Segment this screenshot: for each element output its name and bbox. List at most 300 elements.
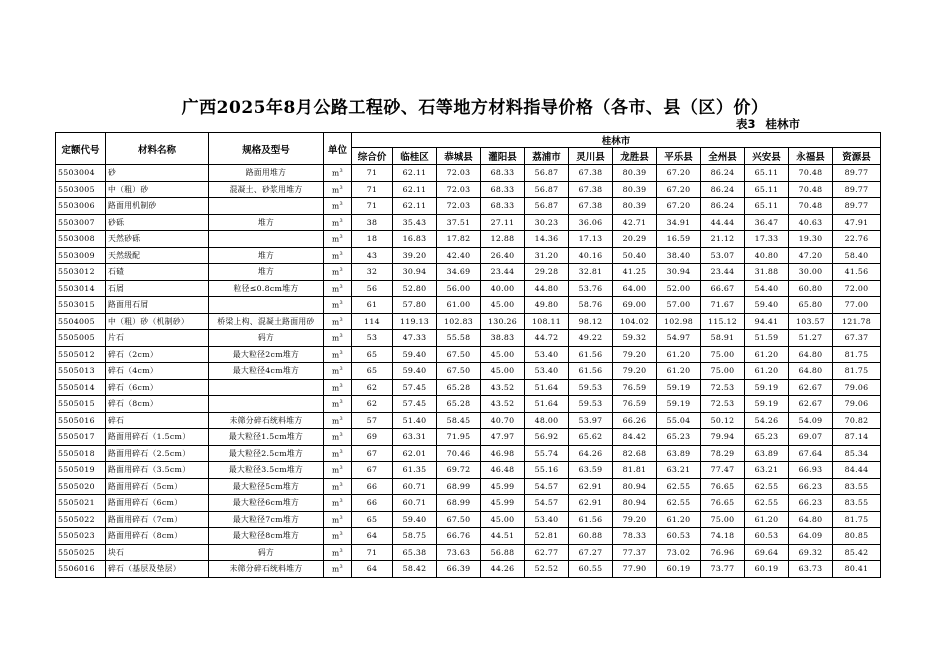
cell-unit (324, 247, 352, 264)
cell-code: 5503007 (56, 214, 106, 231)
cell-code: 5505012 (56, 346, 106, 363)
header-col: 灵川县 (569, 148, 613, 165)
table-number: 表3 (735, 117, 756, 131)
cell-price: 60.71 (393, 478, 437, 495)
cell-price: 78.33 (613, 528, 657, 545)
cell-unit (324, 379, 352, 396)
table-body (56, 165, 881, 578)
cell-code: 5505017 (56, 429, 106, 446)
cell-price: 56 (352, 280, 393, 297)
cell-price: 73.63 (437, 544, 481, 561)
table-row (56, 478, 881, 495)
cell-price: 67.38 (569, 181, 613, 198)
cell-code: 5505022 (56, 511, 106, 528)
cell-price: 72.53 (701, 379, 745, 396)
cell-price: 59.40 (745, 297, 789, 314)
cell-spec: 最大粒径2.5cm堆方 (209, 445, 324, 462)
unit-exponent: 3 (339, 267, 343, 273)
cell-price: 61.20 (657, 346, 701, 363)
cell-spec: 堆方 (209, 264, 324, 281)
cell-price: 61.20 (745, 511, 789, 528)
cell-unit (324, 280, 352, 297)
unit-exponent: 3 (339, 366, 343, 372)
cell-price: 81.81 (613, 462, 657, 479)
cell-price: 63.59 (569, 462, 613, 479)
cell-price: 54.40 (745, 280, 789, 297)
cell-price: 61.35 (393, 462, 437, 479)
cell-unit (324, 231, 352, 248)
header-col: 平乐县 (657, 148, 701, 165)
cell-code: 5505005 (56, 330, 106, 347)
cell-price: 56.87 (525, 165, 569, 182)
cell-price: 26.40 (481, 247, 525, 264)
table-row (56, 231, 881, 248)
cell-price: 85.34 (833, 445, 881, 462)
cell-name: 砂 (106, 165, 209, 182)
cell-price: 53.40 (525, 363, 569, 380)
cell-price: 62.01 (393, 445, 437, 462)
unit-exponent: 3 (339, 432, 343, 438)
cell-price: 89.77 (833, 165, 881, 182)
cell-price: 76.65 (701, 495, 745, 512)
cell-price: 76.96 (701, 544, 745, 561)
cell-name: 天然砂砾 (106, 231, 209, 248)
cell-price: 67.50 (437, 363, 481, 380)
cell-price: 34.91 (657, 214, 701, 231)
header-col: 综合价 (352, 148, 393, 165)
cell-price: 65.11 (745, 165, 789, 182)
cell-price: 59.19 (657, 396, 701, 413)
table-row (56, 412, 881, 429)
cell-unit (324, 396, 352, 413)
cell-price: 115.12 (701, 313, 745, 330)
cell-spec (209, 396, 324, 413)
table-row (56, 363, 881, 380)
cell-price: 51.40 (393, 412, 437, 429)
cell-price: 71.67 (701, 297, 745, 314)
table-row (56, 495, 881, 512)
cell-price: 67.64 (789, 445, 833, 462)
cell-unit (324, 363, 352, 380)
cell-price: 67.38 (569, 165, 613, 182)
cell-price: 53.40 (525, 346, 569, 363)
cell-code: 5503009 (56, 247, 106, 264)
cell-price: 62.11 (393, 165, 437, 182)
cell-price: 42.71 (613, 214, 657, 231)
cell-price: 104.02 (613, 313, 657, 330)
table-row (56, 429, 881, 446)
cell-name: 路面用碎石（1.5cm） (106, 429, 209, 446)
cell-price: 66.39 (437, 561, 481, 578)
cell-spec (209, 231, 324, 248)
cell-price: 54.57 (525, 495, 569, 512)
cell-unit (324, 462, 352, 479)
unit-base: m (332, 234, 340, 244)
table-row (56, 280, 881, 297)
cell-price: 66 (352, 478, 393, 495)
cell-price: 65.80 (789, 297, 833, 314)
header-col: 灌阳县 (481, 148, 525, 165)
unit-base: m (332, 399, 340, 409)
cell-price: 55.16 (525, 462, 569, 479)
cell-price: 57.00 (657, 297, 701, 314)
table-row (56, 462, 881, 479)
cell-price: 89.77 (833, 198, 881, 215)
cell-price: 71 (352, 165, 393, 182)
cell-price: 62.55 (657, 478, 701, 495)
cell-price: 14.36 (525, 231, 569, 248)
cell-name: 中（粗）砂（机制砂） (106, 313, 209, 330)
cell-price: 80.41 (833, 561, 881, 578)
cell-price: 82.68 (613, 445, 657, 462)
unit-base: m (332, 548, 340, 557)
cell-price: 81.75 (833, 363, 881, 380)
header-spec: 规格及型号 (209, 133, 324, 165)
cell-price: 59.19 (745, 396, 789, 413)
cell-price: 47.97 (481, 429, 525, 446)
cell-price: 62.67 (789, 396, 833, 413)
cell-price: 20.29 (613, 231, 657, 248)
header-unit: 单位 (324, 133, 352, 165)
cell-price: 62.91 (569, 478, 613, 495)
cell-price: 62.77 (525, 544, 569, 561)
cell-price: 67.27 (569, 544, 613, 561)
cell-price: 31.88 (745, 264, 789, 281)
cell-price: 70.48 (789, 165, 833, 182)
cell-name: 路面用石屑 (106, 297, 209, 314)
table-row (56, 445, 881, 462)
cell-price: 37.51 (437, 214, 481, 231)
cell-price: 57.45 (393, 379, 437, 396)
table-row (56, 313, 881, 330)
unit-base: m (332, 251, 340, 260)
cell-price: 67.20 (657, 198, 701, 215)
cell-price: 71.95 (437, 429, 481, 446)
cell-price: 61.20 (657, 511, 701, 528)
cell-price: 77.00 (833, 297, 881, 314)
cell-price: 71 (352, 198, 393, 215)
unit-base: m (332, 333, 340, 343)
cell-price: 94.41 (745, 313, 789, 330)
cell-price: 81.75 (833, 346, 881, 363)
cell-price: 47.91 (833, 214, 881, 231)
cell-price: 47.20 (789, 247, 833, 264)
cell-price: 65.11 (745, 198, 789, 215)
cell-code: 5505023 (56, 528, 106, 545)
cell-price: 35.43 (393, 214, 437, 231)
cell-price: 68.33 (481, 165, 525, 182)
cell-price: 52.00 (657, 280, 701, 297)
cell-unit (324, 528, 352, 545)
table-row (56, 544, 881, 561)
cell-price: 40.16 (569, 247, 613, 264)
cell-price: 69.07 (789, 429, 833, 446)
cell-price: 98.12 (569, 313, 613, 330)
cell-price: 65.11 (745, 181, 789, 198)
cell-price: 30.94 (657, 264, 701, 281)
unit-exponent: 3 (339, 481, 343, 488)
cell-price: 45.99 (481, 495, 525, 512)
cell-price: 65.28 (437, 396, 481, 413)
cell-price: 43 (352, 247, 393, 264)
cell-price: 46.98 (481, 445, 525, 462)
cell-price: 43.52 (481, 379, 525, 396)
cell-price: 50.12 (701, 412, 745, 429)
cell-price: 49.22 (569, 330, 613, 347)
cell-price: 80.39 (613, 181, 657, 198)
cell-spec: 路面用堆方 (209, 165, 324, 182)
cell-price: 17.13 (569, 231, 613, 248)
cell-code: 5505013 (56, 363, 106, 380)
cell-price: 51.64 (525, 396, 569, 413)
cell-unit (324, 313, 352, 330)
unit-exponent: 3 (339, 300, 343, 306)
cell-price: 64.00 (613, 280, 657, 297)
unit-base: m (332, 284, 340, 293)
unit-base: m (332, 317, 340, 326)
unit-base: m (332, 416, 340, 425)
cell-price: 60.55 (569, 561, 613, 578)
cell-unit (324, 445, 352, 462)
cell-price: 51.59 (745, 330, 789, 347)
unit-base: m (332, 482, 340, 491)
cell-price: 17.33 (745, 231, 789, 248)
cell-price: 61 (352, 297, 393, 314)
cell-spec: 最大粒径8cm堆方 (209, 528, 324, 545)
cell-price: 30.94 (393, 264, 437, 281)
unit-exponent: 3 (339, 283, 343, 290)
cell-price: 54.57 (525, 478, 569, 495)
cell-price: 40.70 (481, 412, 525, 429)
table-row (56, 297, 881, 314)
cell-price: 12.88 (481, 231, 525, 248)
unit-exponent: 3 (339, 316, 343, 323)
cell-price: 79.06 (833, 379, 881, 396)
cell-price: 59.19 (657, 379, 701, 396)
cell-price: 63.21 (745, 462, 789, 479)
header-col: 资源县 (833, 148, 881, 165)
cell-price: 58.40 (833, 247, 881, 264)
city-label: 桂林市 (765, 117, 800, 131)
cell-unit (324, 264, 352, 281)
cell-price: 68.33 (481, 181, 525, 198)
cell-spec: 堆方 (209, 247, 324, 264)
cell-price: 49.80 (525, 297, 569, 314)
cell-code: 5503012 (56, 264, 106, 281)
cell-price: 103.57 (789, 313, 833, 330)
cell-price: 79.06 (833, 396, 881, 413)
cell-code: 5505020 (56, 478, 106, 495)
cell-price: 31.20 (525, 247, 569, 264)
unit-base: m (332, 201, 340, 211)
cell-price: 17.82 (437, 231, 481, 248)
cell-price: 68.99 (437, 495, 481, 512)
unit-exponent: 3 (339, 514, 343, 521)
cell-price: 32.81 (569, 264, 613, 281)
cell-name: 石屑 (106, 280, 209, 297)
unit-exponent: 3 (339, 448, 343, 455)
cell-price: 72.03 (437, 181, 481, 198)
cell-name: 碎石（2cm） (106, 346, 209, 363)
cell-code: 5506016 (56, 561, 106, 578)
cell-price: 76.59 (613, 396, 657, 413)
cell-price: 130.26 (481, 313, 525, 330)
cell-spec: 最大粒径5cm堆方 (209, 478, 324, 495)
cell-spec: 堆方 (209, 214, 324, 231)
cell-name: 路面用机制砂 (106, 198, 209, 215)
cell-price: 63.31 (393, 429, 437, 446)
cell-price: 67.37 (833, 330, 881, 347)
cell-price: 77.47 (701, 462, 745, 479)
header-code: 定额代号 (56, 133, 106, 165)
cell-price: 41.25 (613, 264, 657, 281)
unit-exponent: 3 (339, 201, 343, 207)
cell-price: 30.00 (789, 264, 833, 281)
cell-price: 62.67 (789, 379, 833, 396)
cell-price: 87.14 (833, 429, 881, 446)
cell-price: 44.51 (481, 528, 525, 545)
cell-price: 79.94 (701, 429, 745, 446)
table-row (56, 264, 881, 281)
cell-price: 18 (352, 231, 393, 248)
cell-spec: 最大粒径2cm堆方 (209, 346, 324, 363)
cell-price: 80.94 (613, 478, 657, 495)
cell-price: 41.56 (833, 264, 881, 281)
cell-price: 44.26 (481, 561, 525, 578)
cell-price: 67.50 (437, 346, 481, 363)
unit-exponent: 3 (339, 531, 343, 537)
cell-price: 34.69 (437, 264, 481, 281)
cell-price: 71 (352, 544, 393, 561)
cell-spec: 最大粒径6cm堆方 (209, 495, 324, 512)
cell-price: 72.03 (437, 198, 481, 215)
cell-price: 62.55 (657, 495, 701, 512)
cell-price: 57.45 (393, 396, 437, 413)
cell-price: 86.24 (701, 181, 745, 198)
cell-price: 119.13 (393, 313, 437, 330)
cell-price: 108.11 (525, 313, 569, 330)
cell-price: 59.53 (569, 379, 613, 396)
header-name: 材料名称 (106, 133, 209, 165)
cell-price: 75.00 (701, 363, 745, 380)
cell-price: 45.00 (481, 511, 525, 528)
cell-price: 66 (352, 495, 393, 512)
cell-price: 83.55 (833, 495, 881, 512)
table-row (56, 528, 881, 545)
cell-name: 路面用碎石（3.5cm） (106, 462, 209, 479)
cell-price: 40.80 (745, 247, 789, 264)
cell-code: 5505025 (56, 544, 106, 561)
cell-price: 67 (352, 445, 393, 462)
unit-base: m (332, 531, 340, 541)
cell-price: 78.29 (701, 445, 745, 462)
cell-price: 16.59 (657, 231, 701, 248)
cell-price: 66.26 (613, 412, 657, 429)
cell-unit (324, 478, 352, 495)
cell-price: 102.98 (657, 313, 701, 330)
cell-price: 61.00 (437, 297, 481, 314)
cell-price: 67.38 (569, 198, 613, 215)
unit-exponent: 3 (339, 168, 343, 174)
cell-price: 67.20 (657, 181, 701, 198)
cell-price: 63.21 (657, 462, 701, 479)
cell-price: 75.00 (701, 511, 745, 528)
cell-spec: 未筛分碎石统料堆方 (209, 561, 324, 578)
cell-price: 59.19 (745, 379, 789, 396)
cell-price: 67.20 (657, 165, 701, 182)
unit-exponent: 3 (339, 234, 343, 240)
table-row (56, 561, 881, 578)
cell-price: 43.52 (481, 396, 525, 413)
cell-name: 路面用碎石（5cm） (106, 478, 209, 495)
cell-code: 5505021 (56, 495, 106, 512)
table-row (56, 181, 881, 198)
table-row (56, 379, 881, 396)
cell-price: 64 (352, 561, 393, 578)
unit-base: m (332, 465, 340, 475)
table-row (56, 511, 881, 528)
cell-price: 40.00 (481, 280, 525, 297)
cell-price: 65.62 (569, 429, 613, 446)
cell-price: 23.44 (701, 264, 745, 281)
cell-code: 5503008 (56, 231, 106, 248)
cell-spec: 粒径≤0.8cm堆方 (209, 280, 324, 297)
cell-code: 5505019 (56, 462, 106, 479)
cell-price: 60.53 (745, 528, 789, 545)
cell-price: 64.09 (789, 528, 833, 545)
header-col: 临桂区 (393, 148, 437, 165)
cell-price: 59.40 (393, 363, 437, 380)
cell-price: 64.80 (789, 511, 833, 528)
cell-price: 30.23 (525, 214, 569, 231)
cell-price: 53 (352, 330, 393, 347)
cell-name: 天然级配 (106, 247, 209, 264)
cell-price: 58.91 (701, 330, 745, 347)
cell-price: 54.09 (789, 412, 833, 429)
cell-code: 5503015 (56, 297, 106, 314)
cell-price: 61.20 (745, 363, 789, 380)
table-row (56, 330, 881, 347)
cell-price: 72.00 (833, 280, 881, 297)
unit-exponent: 3 (339, 333, 343, 339)
cell-price: 56.88 (481, 544, 525, 561)
cell-price: 61.20 (657, 363, 701, 380)
cell-price: 45.00 (481, 363, 525, 380)
cell-name: 碎石（基层及垫层） (106, 561, 209, 578)
cell-unit (324, 346, 352, 363)
cell-spec: 混凝土、砂浆用堆方 (209, 181, 324, 198)
cell-price: 62 (352, 396, 393, 413)
cell-name: 路面用碎石（6cm） (106, 495, 209, 512)
cell-name: 碎石 (106, 412, 209, 429)
cell-price: 69.64 (745, 544, 789, 561)
unit-exponent: 3 (339, 349, 343, 356)
cell-name: 砂砾 (106, 214, 209, 231)
unit-exponent: 3 (339, 250, 343, 257)
cell-price: 65.23 (657, 429, 701, 446)
cell-price: 67.50 (437, 511, 481, 528)
cell-unit (324, 511, 352, 528)
cell-price: 84.42 (613, 429, 657, 446)
cell-price: 32 (352, 264, 393, 281)
cell-unit (324, 429, 352, 446)
cell-unit (324, 495, 352, 512)
cell-price: 38 (352, 214, 393, 231)
cell-spec (209, 379, 324, 396)
page-title: 广西2025年8月公路工程砂、石等地方材料指导价格（各市、县（区）价） (181, 98, 769, 118)
unit-base: m (332, 432, 340, 442)
cell-price: 66.76 (437, 528, 481, 545)
